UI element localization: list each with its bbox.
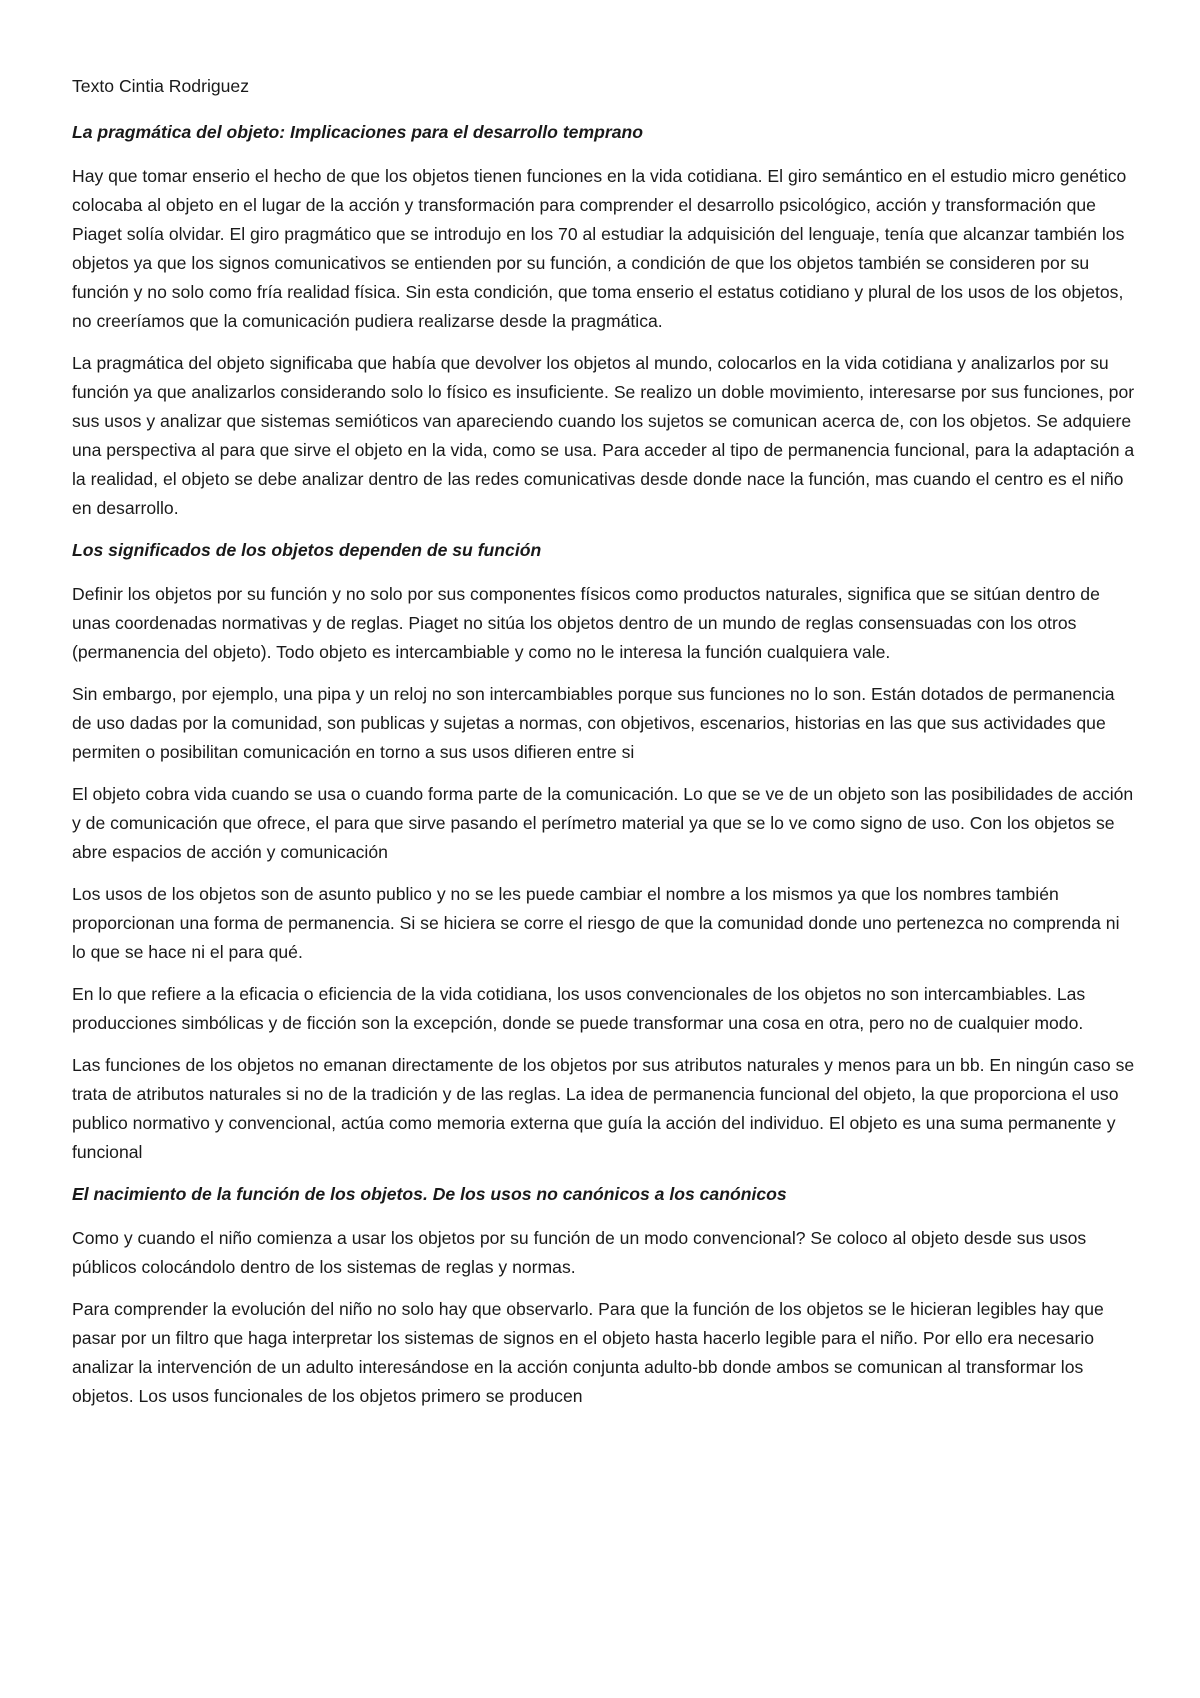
paragraph: Las funciones de los objetos no emanan directamente de los objetos por sus atributos naturales y menos para un bb. En ningún caso se trata de atributos naturales si no de la tradición y de las reglas. La idea de permanencia funcional del objeto, la que proporciona el uso publico normativo y convencional, actúa como memoria externa que guía la acción del individuo. El objeto es una suma permanente y funcional — [72, 1055, 1135, 1162]
paragraph: Sin embargo, por ejemplo, una pipa y un reloj no son intercambiables porque sus funciones no lo son. Están dotados de permanencia de uso dadas por la comunidad, son publicas y sujetas a normas, con objetivos, escenarios, historias en las que sus actividades que permiten o posibilitan comunicación en torno a sus usos difieren entre si — [72, 684, 1115, 762]
paragraph: Hay que tomar enserio el hecho de que los objetos tienen funciones en la vida cotidiana. El giro semántico en el estudio micro genético colocaba al objeto en el lugar de la acción y transformación para comprender el desarrollo psicológico, acción y transformación que Piaget solía olvidar. El giro pragmático que se introdujo en los 70 al estudiar la adquisición del lenguaje, tenía que alcanzar también los objetos ya que los signos comunicativos se entienden por su función, a condición de que los objetos también se consideren por su función y no solo como fría realidad física. Sin esta condición, que toma enserio el estatus cotidiano y plural de los usos de los objetos, no creeríamos que la comunicación pudiera realizarse desde la pragmática. — [72, 166, 1127, 331]
paragraph: Como y cuando el niño comienza a usar los objetos por su función de un modo convencional? Se coloco al objeto desde sus usos públicos colocándolo dentro de los sistemas de reglas y normas. — [72, 1228, 1087, 1277]
section-heading-3: El nacimiento de la función de los objetos. De los usos no canónicos a los canónicos — [72, 1184, 787, 1204]
paragraph: El objeto cobra vida cuando se usa o cuando forma parte de la comunicación. Lo que se ve de un objeto son las posibilidades de acción y de comunicación que ofrece, el para que sirve pasando el perímetro material ya que se lo ve como signo de uso. Con los objetos se abre espacios de acción y comunicación — [72, 784, 1134, 862]
section-heading-2: Los significados de los objetos dependen de su función — [72, 540, 542, 560]
section-heading-1: La pragmática del objeto: Implicaciones para el desarrollo temprano — [72, 122, 643, 142]
document-page — [72, 72, 1138, 1424]
paragraph: En lo que refiere a la eficacia o eficiencia de la vida cotidiana, los usos convencionales de los objetos no son intercambiables. Las producciones simbólicas y de ficción son la excepción, donde se puede transformar una cosa en otra, pero no de cualquier modo. — [72, 984, 1086, 1033]
paragraph: La pragmática del objeto significaba que había que devolver los objetos al mundo, colocarlos en la vida cotidiana y analizarlos por su función ya que analizarlos considerando solo lo físico es insuficiente. Se realizo un doble movimiento, interesarse por sus funciones, por sus usos y analizar que sistemas semióticos van apareciendo cuando los sujetos se comunican acerca de, con los objetos. Se adquiere una perspectiva al para que sirve el objeto en la vida, como se usa. Para acceder al tipo de permanencia funcional, para la adaptación a la realidad, el objeto se debe analizar dentro de las redes comunicativas desde donde nace la función, mas cuando el centro es el niño en desarrollo. — [72, 353, 1135, 518]
paragraph: Definir los objetos por su función y no solo por sus componentes físicos como productos naturales, significa que se sitúan dentro de unas coordenadas normativas y de reglas. Piaget no sitúa los objetos dentro de un mundo de reglas consensuadas con los otros (permanencia del objeto). Todo objeto es intercambiable y como no le interesa la función cualquiera vale. — [72, 584, 1100, 662]
paragraph: Para comprender la evolución del niño no solo hay que observarlo. Para que la función de los objetos se le hicieran legibles hay que pasar por un filtro que haga interpretar los sistemas de signos en el objeto hasta hacerlo legible para el niño. Por ello era necesario analizar la intervención de un adulto interesándose en la acción conjunta adulto-bb donde ambos se comunican al transformar los objetos. Los usos funcionales de los objetos primero se producen — [72, 1299, 1104, 1406]
author-line: Texto Cintia Rodriguez — [72, 76, 250, 96]
paragraph: Los usos de los objetos son de asunto publico y no se les puede cambiar el nombre a los mismos ya que los nombres también proporcionan una forma de permanencia. Si se hiciera se corre el riesgo de que la comunidad donde uno pertenezca no comprenda ni lo que se hace ni el para qué. — [72, 884, 1120, 962]
